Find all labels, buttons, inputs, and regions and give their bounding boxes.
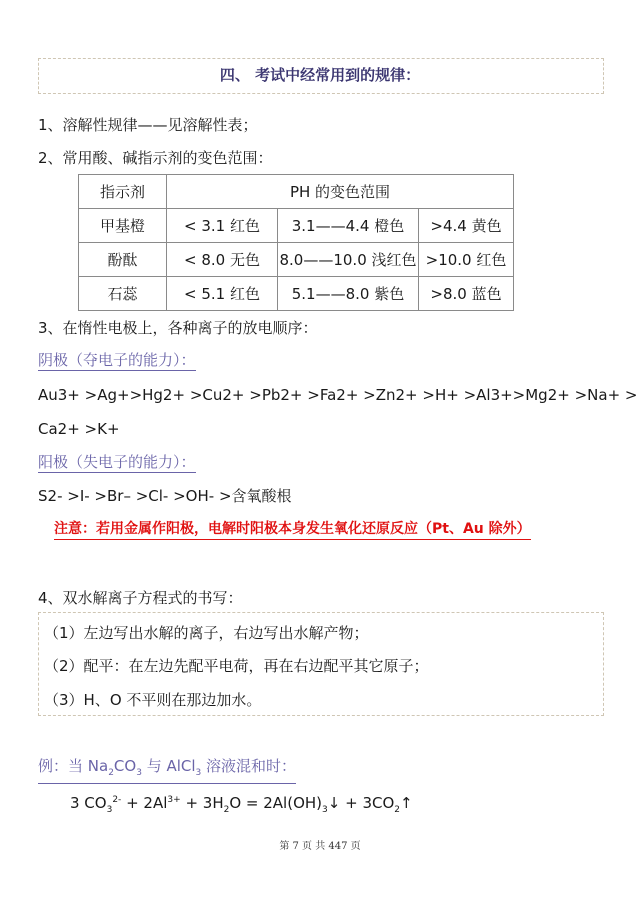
cathode-label: 阴极（夺电子的能力）： (38, 351, 196, 369)
superscript: 3+ (167, 795, 181, 805)
cathode-order-line2: Ca2+ >K+ (38, 420, 120, 438)
example-text: 例：当 Na (38, 757, 109, 775)
item-3: 3、在惰性电极上，各种离子的放电顺序： (38, 319, 318, 337)
subscript: 3 (106, 805, 113, 815)
subscript: 3 (322, 805, 328, 815)
table-cell: 8.0——10.0 浅红色 (278, 243, 419, 277)
eq-text: + 3H (180, 794, 224, 812)
table-cell: < 8.0 无色 (167, 243, 278, 277)
table-header-row (79, 175, 514, 209)
eq-text: + 2Al (121, 794, 168, 812)
item-4: 4、双水解离子方程式的书写： (38, 589, 243, 607)
superscript: 2- (112, 795, 122, 805)
eq-text: ↓ + 3CO (327, 794, 395, 812)
table-cell: 3.1——4.4 橙色 (278, 209, 419, 243)
rule-2: （2）配平：在左边先配平电荷，再在右边配平其它原子； (44, 657, 429, 675)
rule-1: （1）左边写出水解的离子，右边写出水解产物； (44, 624, 369, 642)
table-cell: >8.0 蓝色 (419, 277, 514, 311)
example-text: 与 AlCl (141, 757, 196, 775)
eq-text: 3 CO (70, 794, 107, 812)
example-text: CO (113, 757, 137, 775)
table-cell: 5.1——8.0 紫色 (278, 277, 419, 311)
page-footer: 第 7 页 共 447 页 (279, 841, 361, 852)
table-header-cell: 指示剂 (79, 175, 167, 209)
table-cell: >4.4 黄色 (419, 209, 514, 243)
subscript: 2 (394, 805, 400, 815)
example-label (38, 757, 296, 784)
subscript: 3 (195, 768, 202, 778)
anode-order: S2- >I- >Br– >Cl- >OH- >含氧酸根 (38, 487, 292, 505)
table-cell: < 5.1 红色 (167, 277, 278, 311)
item-1: 1、溶解性规律——见溶解性表； (38, 116, 258, 134)
table-row (79, 209, 514, 243)
table-cell: 甲基橙 (79, 209, 167, 243)
subscript: 2 (223, 805, 230, 815)
subscript: 3 (136, 768, 142, 778)
warning-note: 注意：若用金属作阳极，电解时阳极本身发生氧化还原反应（Pt、Au 除外） (54, 519, 531, 540)
chemical-equation (70, 790, 413, 820)
table-cell: < 3.1 红色 (167, 209, 278, 243)
eq-text: O = 2Al(OH) (229, 794, 323, 812)
indicator-table (78, 174, 514, 311)
eq-text: ↑ (400, 794, 413, 812)
table-cell: >10.0 红色 (419, 243, 514, 277)
anode-label: 阳极（失电子的能力）： (38, 453, 196, 471)
subscript: 2 (108, 768, 114, 778)
example-text: 溶液混和时： (201, 757, 297, 775)
item-2: 2、常用酸、碱指示剂的变色范围： (38, 149, 273, 167)
section-title: 四、 考试中经常用到的规律： (219, 66, 421, 84)
cathode-order-line1: Au3+ >Ag+>Hg2+ >Cu2+ >Pb2+ >Fa2+ >Zn2+ >H+ >Al3+>Mg2+ >Na+ > (38, 386, 638, 404)
table-row (79, 243, 514, 277)
rule-3: （3）H、O 不平则在那边加水。 (44, 691, 262, 709)
table-header-cell: PH 的变色范围 (167, 175, 514, 209)
table-cell: 石蕊 (79, 277, 167, 311)
table-row (79, 277, 514, 311)
table-cell: 酚酞 (79, 243, 167, 277)
